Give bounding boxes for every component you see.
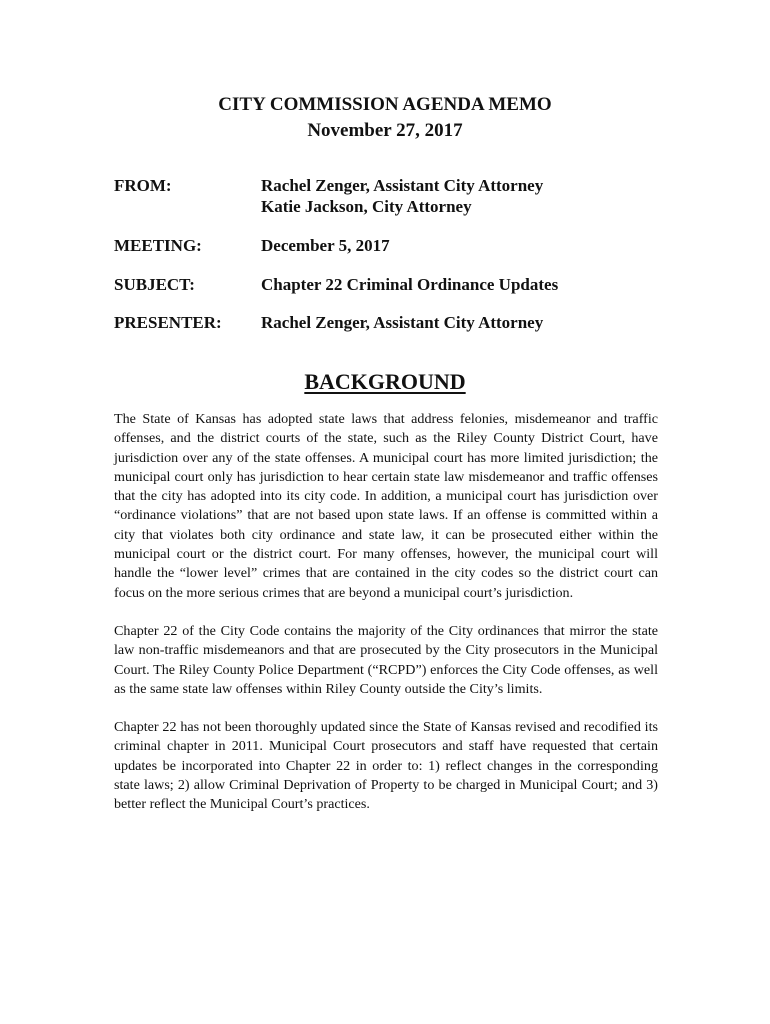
meeting-label: MEETING: bbox=[114, 236, 202, 255]
meeting-value: December 5, 2017 bbox=[261, 236, 390, 255]
from-values bbox=[261, 175, 674, 217]
background-paragraph-3: Chapter 22 has not been thoroughly updated since the State of Kansas revised and recodified its criminal chapter in 2011. Municipal Court prosecutors and staff have requested that certain updates be incorporated into Chapter 22 in order to: 1) reflect changes in the corresponding state laws; 2) allow Criminal Deprivation of Property to be charged in Municipal Court; and 3) better reflect the Municipal Court’s practices. bbox=[114, 719, 658, 813]
presenter-row bbox=[114, 312, 674, 333]
background-body bbox=[114, 410, 658, 834]
meeting-row bbox=[114, 235, 674, 256]
from-value-2: Katie Jackson, City Attorney bbox=[261, 197, 472, 216]
from-label: FROM: bbox=[114, 176, 172, 195]
presenter-label: PRESENTER: bbox=[114, 313, 222, 332]
memo-title-block bbox=[0, 92, 770, 144]
presenter-value: Rachel Zenger, Assistant City Attorney bbox=[261, 313, 544, 332]
background-heading: BACKGROUND bbox=[304, 369, 466, 394]
from-value-1: Rachel Zenger, Assistant City Attorney bbox=[261, 176, 544, 195]
subject-label: SUBJECT: bbox=[114, 275, 195, 294]
from-row bbox=[114, 175, 674, 217]
memo-header-fields bbox=[114, 175, 674, 333]
background-paragraph-1: The State of Kansas has adopted state laws that address felonies, misdemeanor and traffic offenses, and the district courts of the state, such as the Riley County District Court, have jurisdiction over any of the state offenses. A municipal court has more limited jurisdiction; the municipal court only has jurisdiction to hear certain state law misdemeanor and traffic offenses that the city has adopted into its city code. In addition, a municipal court has jurisdiction over “ordinance violations” that are not based upon state laws. If an offense is committed within a city that violates both city ordinance and state law, it can be prosecuted either within the municipal court or the district court. For many offenses, however, the municipal court will handle the “lower level” crimes that are contained in the city codes so the district court can focus on the more serious crimes that are beyond a municipal court’s jurisdiction. bbox=[114, 411, 658, 601]
memo-date: November 27, 2017 bbox=[307, 120, 463, 141]
memo-title: CITY COMMISSION AGENDA MEMO bbox=[218, 94, 552, 115]
subject-row bbox=[114, 274, 674, 295]
background-paragraph-2: Chapter 22 of the City Code contains the majority of the City ordinances that mirror the state law non-traffic misdemeanors and that are prosecuted by the City prosecutors in the Municipal Court. The Riley County Police Department (“RCPD”) enforces the City Code offenses, as well as the same state law offenses within Riley County outside the City’s limits. bbox=[114, 622, 658, 697]
subject-value: Chapter 22 Criminal Ordinance Updates bbox=[261, 275, 559, 294]
